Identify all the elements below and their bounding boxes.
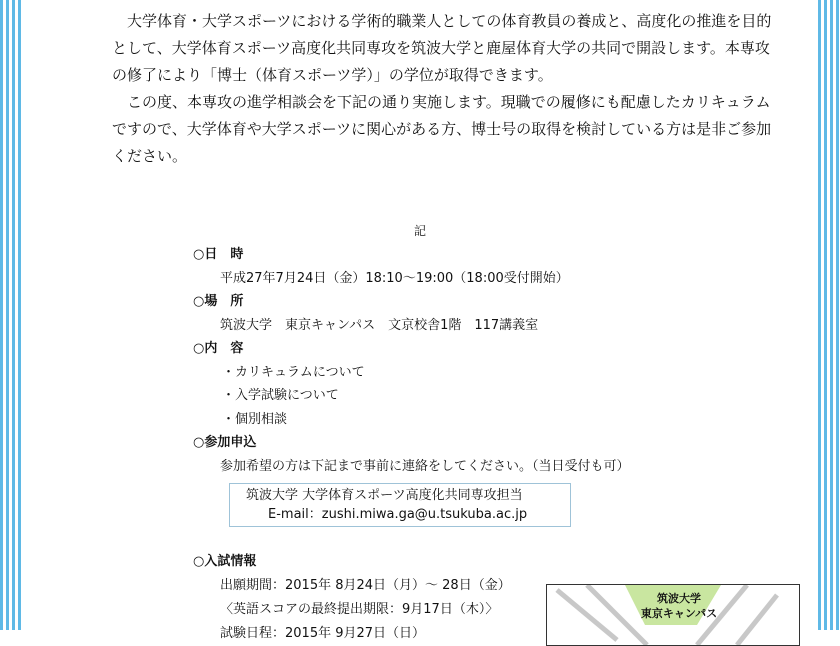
map-road-1	[557, 590, 617, 640]
content-heading: ○内 容	[193, 341, 244, 356]
intro-section	[112, 8, 772, 170]
campus-map	[546, 584, 800, 646]
campus-label-line2: 東京キャンパス	[640, 607, 718, 620]
map-road-4	[737, 595, 777, 645]
place-heading: ○場 所	[193, 294, 244, 309]
campus-label	[639, 591, 719, 621]
contact-name: 筑波大学 大学体育スポーツ高度化共同専攻担当	[246, 488, 523, 503]
exam-deadline: 〈英語スコアの最終提出期限：9月17日（木）〉	[220, 602, 499, 617]
exam-schedule: 試験日程：2015年 9月27日（日）	[220, 626, 426, 641]
contact-email-line	[246, 505, 570, 524]
apply-value: 参加希望の方は下記まで事前に連絡をしてください。（当日受付も可）	[220, 458, 630, 474]
content-item-curriculum: ・カリキュラムについて	[222, 364, 365, 380]
intro-paragraph-1: 大学体育・大学スポーツにおける学術的職業人としての体育教員の養成と、高度化の推進を目的として、大学体育スポーツ高度化共同専攻を筑波大学と鹿屋体育大学の共同で開設します。本専攻の修了により「博士（体育スポーツ学）」の学位が取得できます。	[112, 12, 772, 84]
campus-label-line1: 筑波大学	[657, 592, 701, 605]
left-decorative-border	[0, 0, 22, 630]
event-details	[193, 243, 753, 478]
ki-heading: 記	[413, 224, 426, 238]
email-link[interactable]: zushi.miwa.ga@u.tsukuba.ac.jp	[321, 507, 528, 522]
email-label: E-mail：	[268, 507, 322, 522]
date-heading: ○日 時	[193, 247, 244, 262]
intro-paragraph-2: この度、本専攻の進学相談会を下記の通り実施します。現職での履修にも配慮したカリキュラムですので、大学体育や大学スポーツに関心がある方、博士号の取得を検討している方は是非ご参加ください。	[112, 93, 772, 165]
apply-heading: ○参加申込	[193, 435, 257, 450]
date-value: 平成27年7月24日（金）18:10～19:00（18:00受付開始）	[220, 270, 569, 286]
exam-period: 出願期間：2015年 8月24日（月）～ 28日（金）	[220, 578, 511, 593]
contact-box	[229, 483, 571, 527]
exam-info	[193, 550, 553, 646]
place-value: 筑波大学 東京キャンパス 文京校舎1階 117講義室	[220, 317, 539, 333]
content-item-consultation: ・個別相談	[222, 411, 288, 427]
exam-heading: ○入試情報	[193, 554, 257, 569]
content-item-exam: ・入学試験について	[222, 388, 339, 403]
right-decorative-border	[818, 0, 840, 630]
